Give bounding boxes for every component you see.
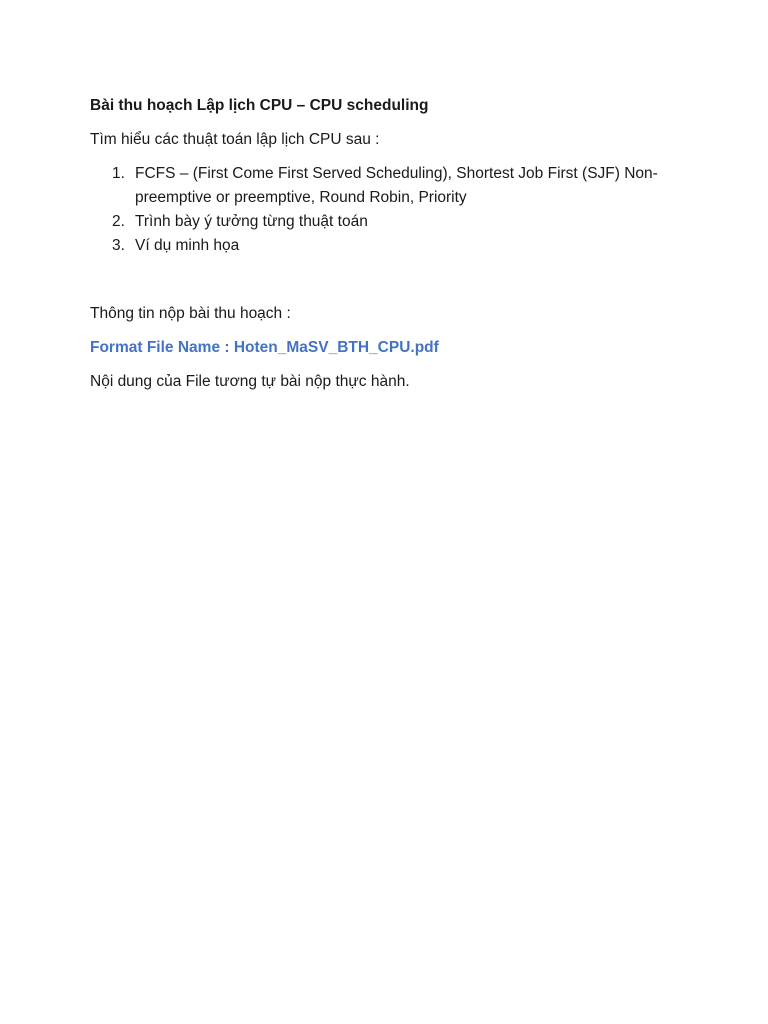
intro-text: Tìm hiểu các thuật toán lập lịch CPU sau : xyxy=(90,131,380,148)
task-item xyxy=(90,162,680,210)
file-name-format: Format File Name : Hoten_MaSV_BTH_CPU.pdf xyxy=(90,339,439,356)
task-text: FCFS – (First Come First Served Scheduling), Shortest Job First (SJF) Non-preemptive or preemptive, Round Robin, Priority xyxy=(135,165,658,206)
task-list xyxy=(90,162,680,258)
task-item xyxy=(90,234,680,258)
content-note: Nội dung của File tương tự bài nộp thực hành. xyxy=(90,373,410,390)
document-title: Bài thu hoạch Lập lịch CPU – CPU scheduling xyxy=(90,97,429,114)
task-text: Trình bày ý tưởng từng thuật toán xyxy=(135,213,368,230)
submission-info-heading: Thông tin nộp bài thu hoạch : xyxy=(90,305,291,322)
document-body xyxy=(90,94,680,394)
task-number: 2. xyxy=(112,213,125,230)
task-number: 1. xyxy=(112,165,125,182)
task-item xyxy=(90,210,680,234)
task-number: 3. xyxy=(112,237,125,254)
task-text: Ví dụ minh họa xyxy=(135,237,240,254)
